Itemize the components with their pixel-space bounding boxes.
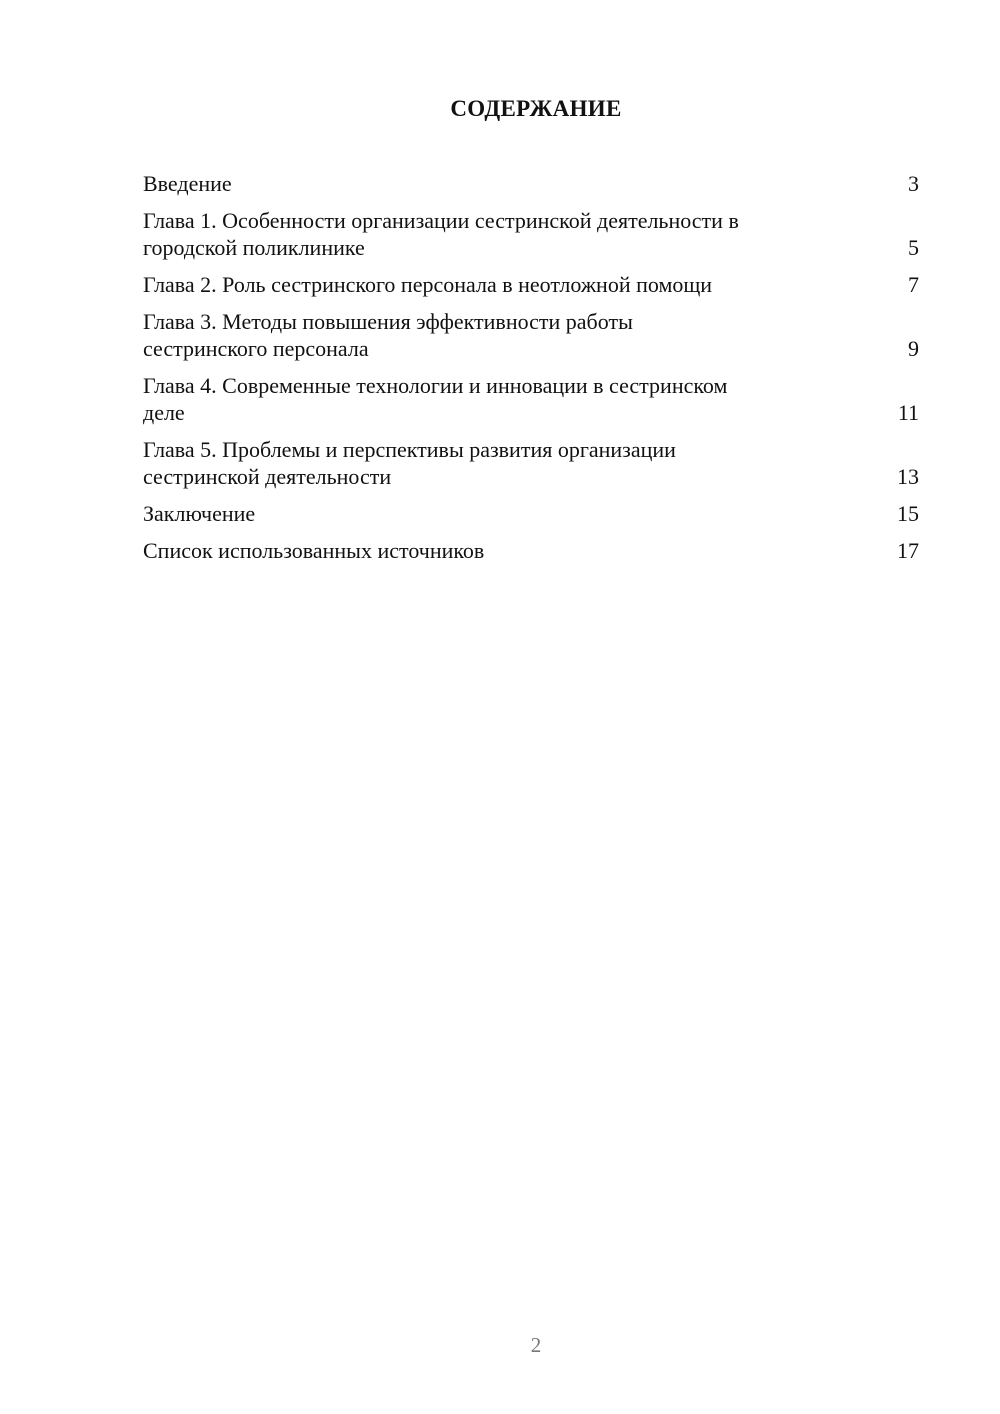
toc-entry-page: 5 [908, 235, 919, 260]
toc-entry-chapter-1 [143, 207, 919, 261]
toc-entry-chapter-3 [143, 308, 919, 362]
toc-entry-chapter-2 [143, 271, 919, 298]
toc-entry-page: 3 [908, 171, 919, 196]
toc-entry-page: 7 [908, 272, 919, 297]
toc-entry-page: 13 [897, 464, 919, 489]
toc-entry-text: Глава 2. Роль сестринского персонала в неотложной помощи [143, 272, 713, 297]
toc-entry-references [143, 537, 919, 564]
toc-entry-text: Список использованных источников [143, 538, 485, 563]
table-of-contents [143, 170, 919, 574]
toc-entry-page: 11 [897, 400, 919, 425]
toc-entry-text: Заключение [143, 501, 256, 526]
toc-entry-text: Глава 3. Методы повышения эффективности работы сестринского персонала [143, 309, 633, 361]
toc-entry-text: Введение [143, 171, 232, 196]
toc-entry-page: 17 [897, 538, 919, 563]
toc-entry-chapter-4 [143, 372, 919, 426]
toc-entry-text: Глава 1. Особенности организации сестринской деятельности в городской поликлинике [143, 208, 739, 260]
toc-entry-text: Глава 4. Современные технологии и инновации в сестринском деле [143, 373, 728, 425]
page-title: СОДЕРЖАНИЕ [450, 96, 622, 121]
toc-entry-page: 9 [908, 336, 919, 361]
toc-entry-page: 15 [897, 501, 919, 526]
toc-entry-chapter-5 [143, 436, 919, 490]
page-number: 2 [530, 1333, 542, 1357]
toc-entry-conclusion [143, 500, 919, 527]
toc-entry-introduction [143, 170, 919, 197]
toc-entry-text: Глава 5. Проблемы и перспективы развития организации сестринской деятельности [143, 437, 676, 489]
